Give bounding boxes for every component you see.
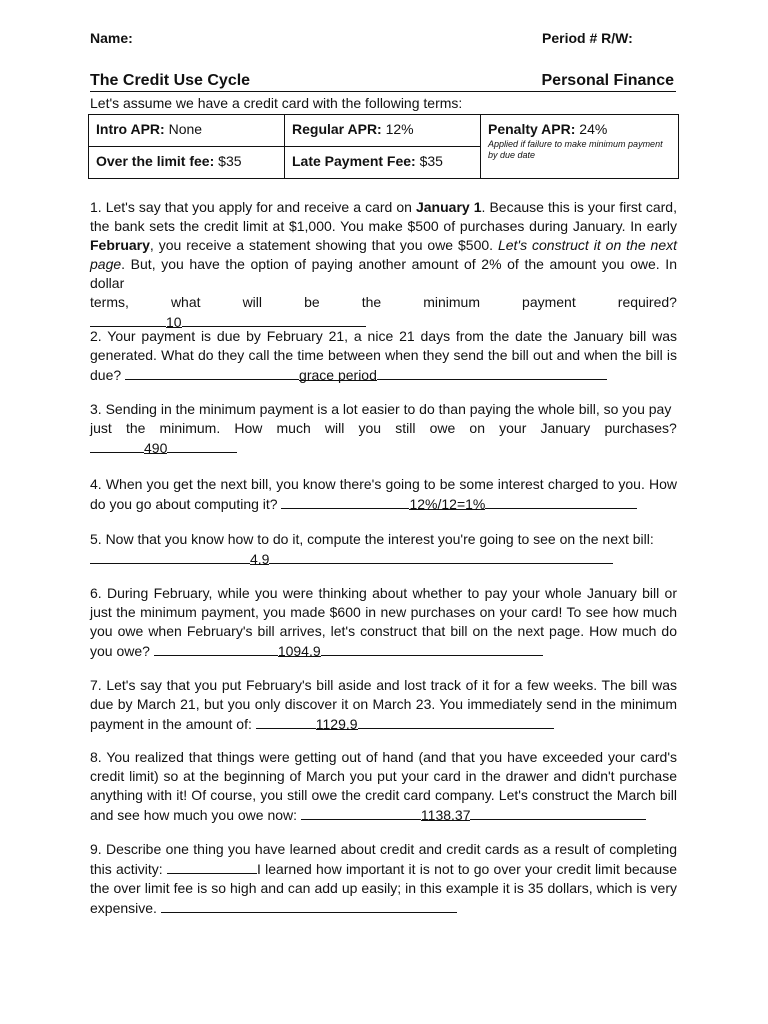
q1-word: minimum [423, 294, 480, 310]
late-fee-cell [285, 147, 481, 179]
blank-line [301, 805, 421, 820]
q1-word: required? [617, 294, 677, 310]
q5-answer-line[interactable] [90, 549, 677, 569]
question-7 [90, 676, 677, 734]
blank-line [281, 494, 409, 509]
q8-answer[interactable]: 1138.37 [420, 807, 471, 823]
blank-line [90, 438, 144, 453]
blank-line [167, 859, 257, 874]
q4-answer[interactable]: 12%/12=1% [409, 496, 486, 512]
q1-instruction: Let's construct it on the next page [90, 237, 677, 272]
q7-text: 7. Let's say that you put February's bill aside and lost track of it for a few weeks. The bill was due by March 21, but you only discover it on March 23. You immediately send in the minimum payment in the amount of: [90, 677, 677, 732]
intro-apr-value: None [164, 121, 203, 137]
intro-apr-label: Intro APR: [96, 121, 165, 137]
blank-line [377, 365, 607, 380]
over-limit-value: $35 [214, 153, 242, 169]
q9-text: 9. Describe one thing you have learned about credit and credit cards as a result of completing this activity: [90, 841, 677, 877]
blank-line [167, 438, 237, 453]
penalty-note: Applied if failure to make minimum payment by due date [488, 139, 663, 160]
q6-text: 6. During February, while you were thinking about whether to pay your whole January bill or just the minimum payment, you made $600 in new purchases on your card! To see how much you owe when February's bill arrives, let's construct that bill on the next page. How much do you owe? [90, 585, 677, 659]
q3-word: your [499, 420, 527, 436]
q1-word: will [242, 294, 263, 310]
blank-line [125, 365, 299, 380]
q3-text: 3. Sending in the minimum payment is a lot easier to do than paying the whole bill, so you pay [90, 401, 672, 417]
blank-line [256, 714, 316, 729]
q1-justified-line [90, 293, 677, 312]
q1-text-g: . But, you have the option of paying another amount of 2% of the amount you owe. In dollar [90, 256, 677, 291]
q1-word: what [170, 294, 201, 310]
q4-text: 4. When you get the next bill, you know there's going to be some interest charged to you. How do you go about computing it? [90, 476, 677, 512]
late-fee-label: Late Payment Fee: [292, 153, 416, 169]
penalty-apr-cell [481, 115, 679, 179]
blank-line [90, 312, 166, 327]
blank-line [90, 549, 250, 564]
q1-answer[interactable]: 10 [166, 314, 182, 330]
q3-word: January [540, 420, 591, 436]
q7-answer[interactable]: 1129.9 [315, 716, 358, 732]
q1-text-a: 1. Let's say that you apply for and receive a card on [90, 199, 416, 215]
question-4 [90, 475, 677, 514]
q3-word: still [395, 420, 416, 436]
q1-date: January 1 [415, 199, 482, 215]
q3-answer[interactable]: 490 [144, 440, 168, 456]
worksheet-title: The Credit Use Cycle [90, 72, 251, 89]
blank-line [358, 714, 554, 729]
blank-line [485, 494, 637, 509]
question-8 [90, 748, 677, 825]
q5-text: 5. Now that you know how to do it, compute the interest you're going to see on the next bill: [90, 531, 654, 547]
question-6 [90, 584, 677, 661]
period-label: Period # R/W: [542, 30, 633, 46]
question-9 [90, 840, 677, 918]
q8-text: 8. You realized that things were getting out of hand (and that you have exceeded your card's credit limit) so at the beginning of March you put your card in the drawer and didn't purchase anything with it! Of course, you still owe the credit card company. Let's construct the March bill and see how much you owe now: [90, 749, 677, 823]
intro-apr-cell [89, 115, 285, 147]
q5-answer[interactable]: 4.9 [250, 551, 270, 567]
q3-word: minimum. [159, 420, 221, 436]
q3-word: just [90, 420, 112, 436]
intro-text: Let's assume we have a credit card with the following terms: [90, 95, 463, 111]
q3-justified-line [90, 419, 677, 438]
question-2 [90, 327, 677, 385]
q3-word: owe [429, 420, 456, 436]
q2-text: 2. Your payment is due by February 21, a nice 21 days from the date the January bill was generated. What do they call the time between when they send the bill out and when the bill is due? [90, 328, 677, 383]
q2-answer[interactable]: grace period [299, 367, 377, 383]
q1-month: February [90, 237, 150, 253]
q3-word: How [234, 420, 263, 436]
q1-word: be [304, 294, 320, 310]
name-label: Name: [90, 30, 133, 46]
penalty-apr-value: 24% [575, 121, 608, 137]
q9-answer[interactable]: I learned how important it is not to go over your credit limit because the over limit fee is so high and can add up easily; in this example it is 35 dollars, which is very expensive. [90, 861, 677, 916]
q1-text-e: , you receive a statement showing that you owe $500. [149, 237, 498, 253]
credit-terms-table [88, 114, 679, 179]
q1-word: the [361, 294, 382, 310]
blank-line [269, 549, 613, 564]
blank-line [161, 898, 457, 913]
q3-word: on [469, 420, 485, 436]
q3-word: purchases? [604, 420, 677, 436]
question-1 [90, 198, 677, 332]
question-5 [90, 530, 677, 569]
q3-answer-line[interactable] [90, 438, 677, 458]
blank-line [154, 641, 278, 656]
q6-answer[interactable]: 1094.9 [277, 643, 321, 659]
regular-apr-value: 12% [381, 121, 414, 137]
over-limit-cell [89, 147, 285, 179]
q1-word: payment [522, 294, 576, 310]
q3-word: you [358, 420, 382, 436]
penalty-apr-label: Penalty APR: [488, 121, 576, 137]
q3-word: the [125, 420, 146, 436]
terms-row [89, 115, 679, 147]
q3-word: will [324, 420, 345, 436]
title-row [90, 72, 676, 92]
course-title: Personal Finance [541, 72, 674, 89]
q1-text-c: . Because this is your first card, the bank sets the credit limit at $1,000. You make $500 of purchases during January. In early [90, 199, 677, 234]
q3-word: much [276, 420, 311, 436]
blank-line [182, 312, 366, 327]
blank-line [470, 805, 646, 820]
regular-apr-cell [285, 115, 481, 147]
blank-line [321, 641, 543, 656]
late-fee-value: $35 [415, 153, 443, 169]
question-3 [90, 400, 677, 458]
regular-apr-label: Regular APR: [292, 121, 382, 137]
over-limit-label: Over the limit fee: [96, 153, 215, 169]
q1-word: terms, [90, 294, 129, 310]
